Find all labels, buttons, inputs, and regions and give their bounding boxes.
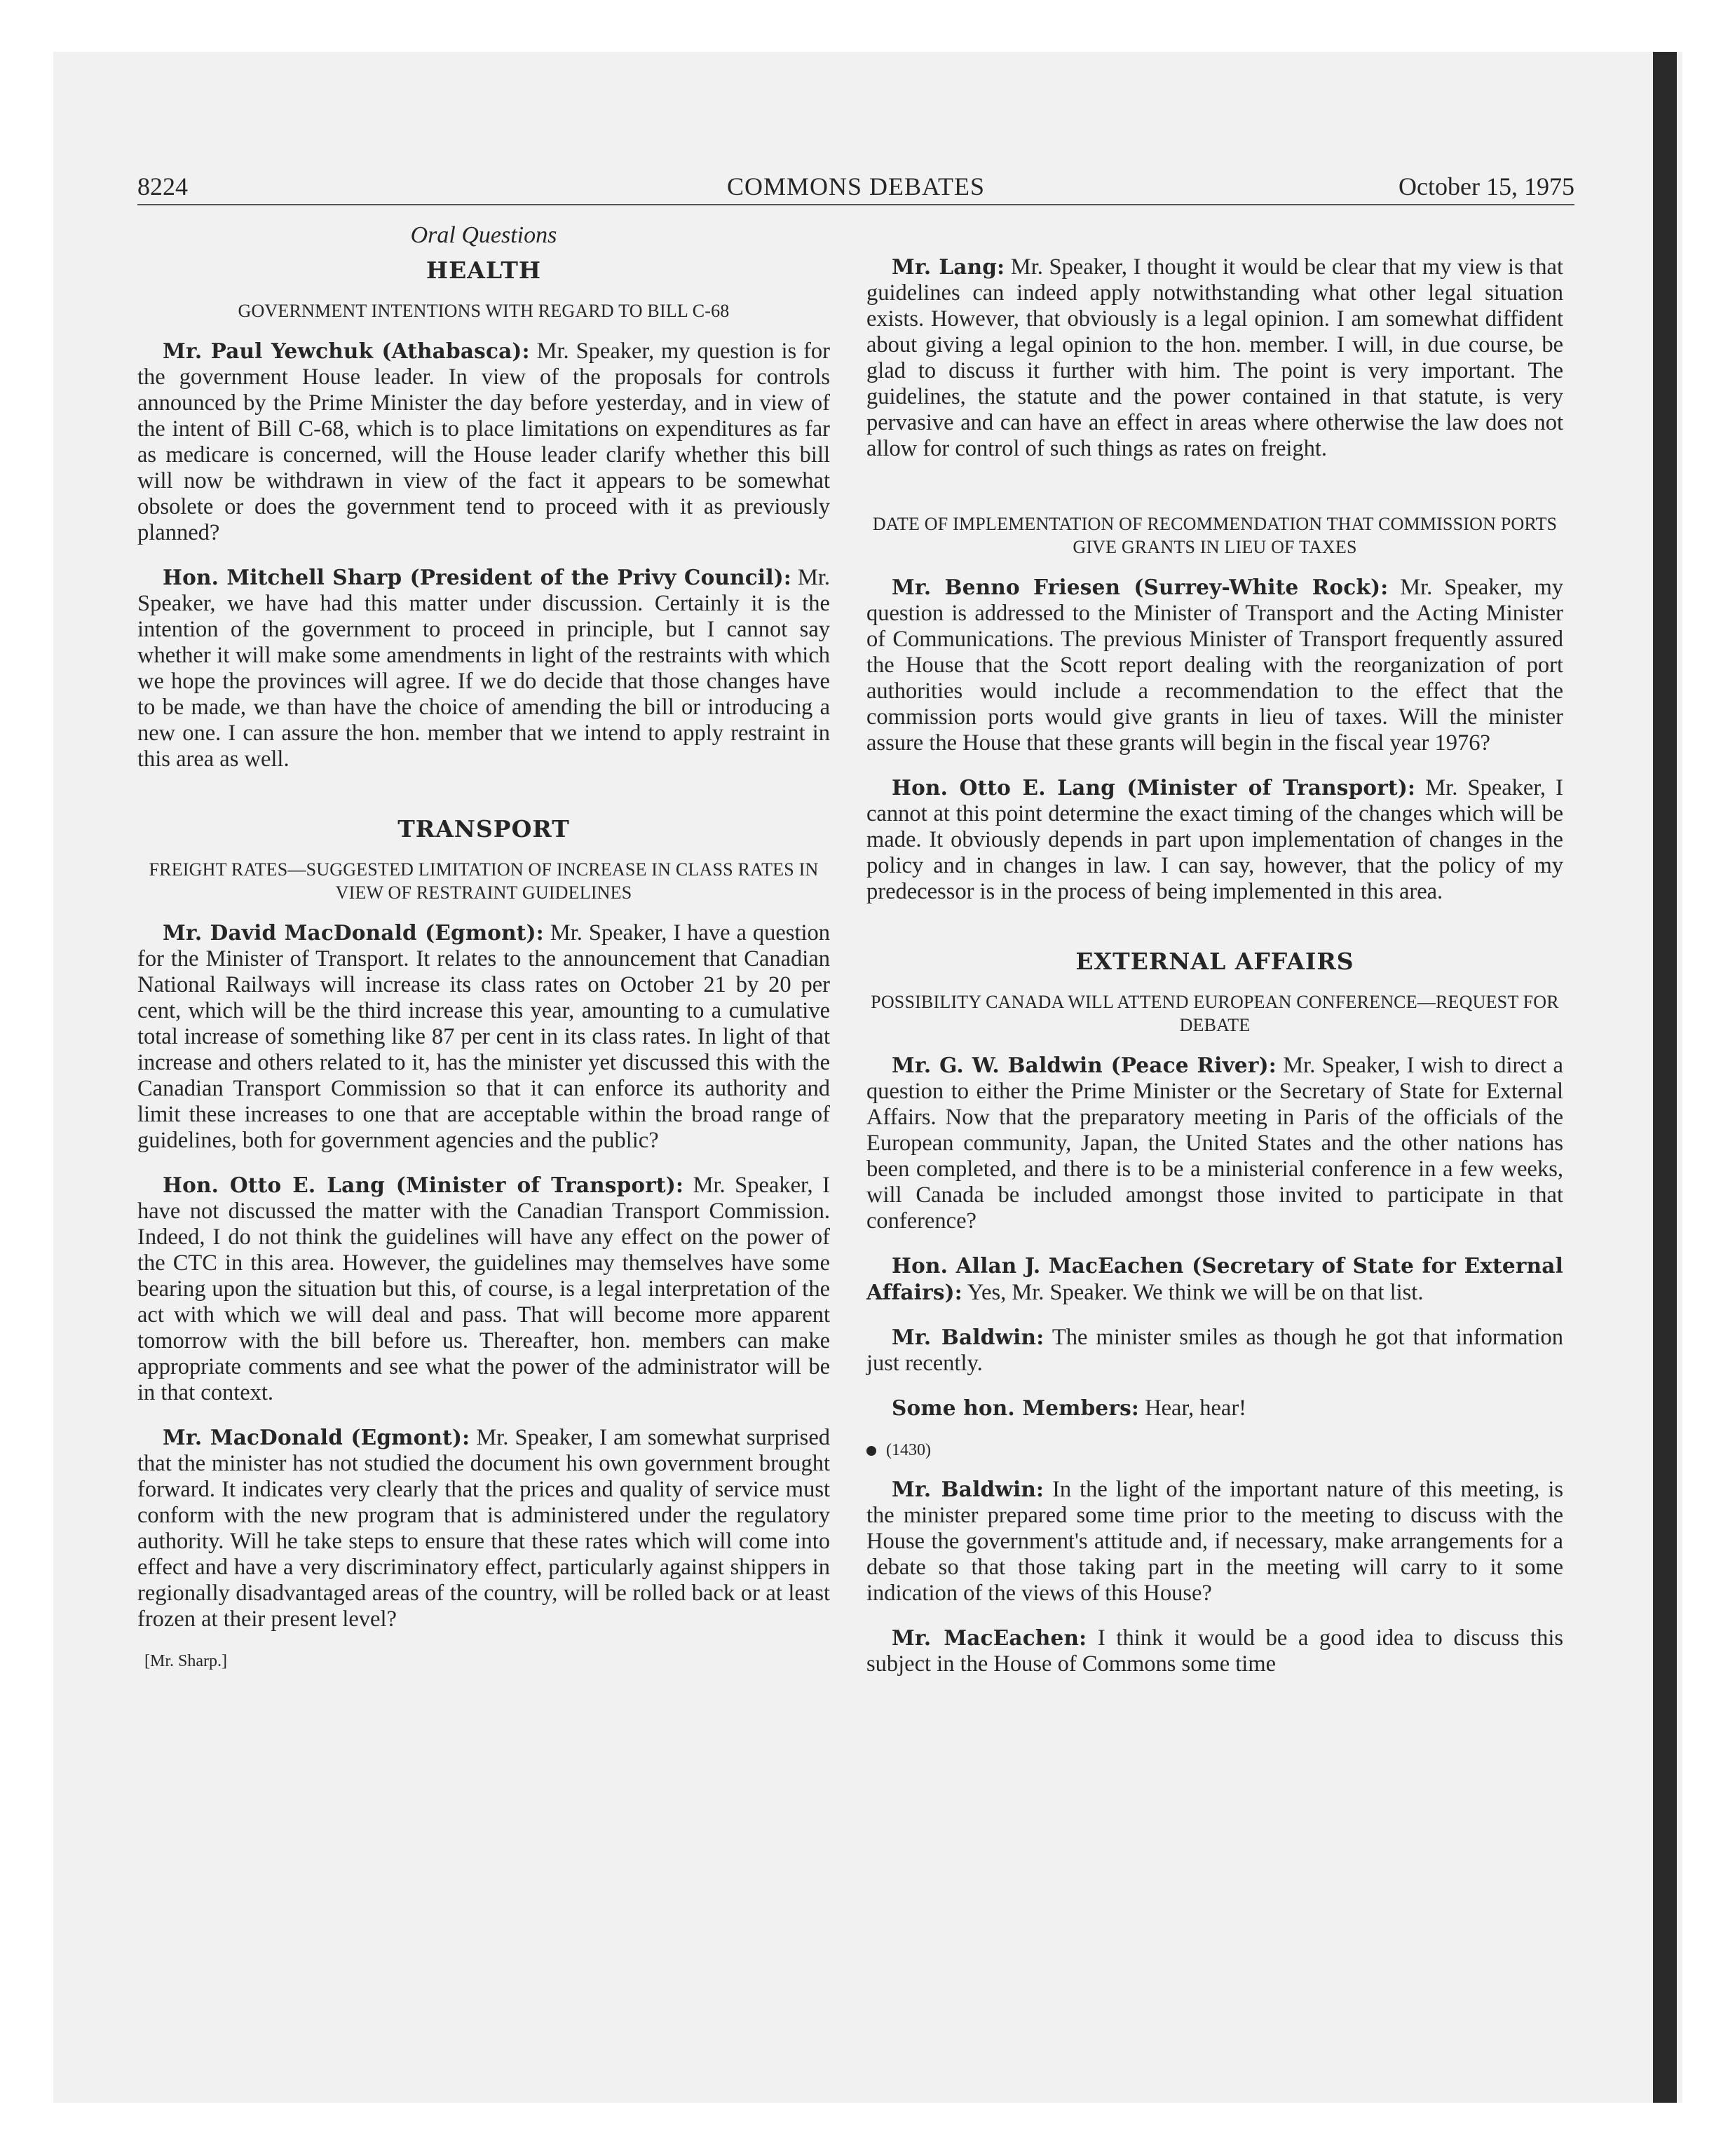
speech-paragraph xyxy=(137,1172,830,1406)
debate-date: October 15, 1975 xyxy=(1399,172,1574,200)
time-marker-text: (1430) xyxy=(886,1441,931,1459)
speech-paragraph xyxy=(866,1253,1563,1306)
publication-title: COMMONS DEBATES xyxy=(726,172,986,200)
speaker-name: Some hon. Members: xyxy=(892,1396,1140,1420)
speech-text: Hear, hear! xyxy=(1145,1396,1246,1421)
subheading-european-conference: POSSIBILITY CANADA WILL ATTEND EUROPEAN CONFERENCE—REQUEST FOR DEBATE xyxy=(871,992,1559,1035)
speaker-name: Mr. Baldwin: xyxy=(892,1477,1045,1501)
speech-text: Mr. Speaker, my question is addressed to the Minister of Transport and the Acting Minister of Communications. The previous Minister of Transport frequently assured the House that the Scott report dealing with the reorganization of port authorities would include a recommendation to the effect that the commission ports would give grants in lieu of taxes. Will the minister assure the House that these grants will begin in the fiscal year 1976? xyxy=(866,575,1563,756)
speech-text: Mr. Speaker, I cannot at this point determine the exact timing of the changes which will be made. It obviously depends in part upon implementation of changes in the policy and in changes in law. I can say, however, that the policy of my predecessor is in the process of being implemented in this area. xyxy=(866,775,1563,904)
section-label: Oral Questions xyxy=(410,222,557,248)
subheading-commission-ports: DATE OF IMPLEMENTATION OF RECOMMENDATION THAT COMMISSION PORTS GIVE GRANTS IN LIEU OF TAXES xyxy=(872,514,1558,557)
speech-paragraph xyxy=(866,1625,1563,1677)
speaker-name: Mr. David MacDonald (Egmont): xyxy=(163,920,544,945)
speaker-name: Hon. Otto E. Lang (Minister of Transport): xyxy=(163,1173,684,1197)
speech-paragraph xyxy=(137,338,830,546)
speaker-name: Hon. Otto E. Lang (Minister of Transport): xyxy=(892,775,1416,800)
speaker-name: Mr. Paul Yewchuk (Athabasca): xyxy=(163,339,530,363)
speech-text: Mr. Speaker, I have not discussed the matter with the Canadian Transport Commission. Indeed, I do not think the guidelines will have any effect on the power of the CTC in this area. However, the guidelines may themselves have some bearing upon the situation but this, of course, is a legal interpretation of the act with which we will deal and pass. That will become more apparent tomorrow with the bill before us. Thereafter, hon. members can make appropriate comments and see what the power of the administrator will be in that context. xyxy=(137,1173,831,1405)
time-marker xyxy=(866,1440,1563,1461)
heading-external-affairs: EXTERNAL AFFAIRS xyxy=(1075,948,1354,975)
speech-text: Yes, Mr. Speaker. We think we will be on that list. xyxy=(967,1280,1424,1305)
speaker-name: Mr. Lang: xyxy=(892,254,1005,279)
speech-text: Mr. Speaker, I have a question for the Minister of Transport. It relates to the announcement that Canadian National Railways will increase its class rates on October 21 by 20 per cent, which will be the third increase this year, amounting to a cumulative total increase of something like 87 per cent in its class rates. In light of that increase and others related to it, has the minister yet discussed this with the Canadian Transport Commission so that it can enforce its authority and limit these increases to one that are acceptable within the broad range of guidelines, both for government agencies and the public? xyxy=(137,920,831,1153)
speaker-name: Mr. G. W. Baldwin (Peace River): xyxy=(892,1053,1277,1077)
speech-text: The minister smiles as though he got that information just recently. xyxy=(866,1325,1563,1376)
speaker-name: Mr. MacDonald (Egmont): xyxy=(163,1425,470,1449)
header-rule xyxy=(137,204,1574,205)
right-column xyxy=(866,254,1563,1696)
speech-paragraph xyxy=(866,254,1563,462)
scan-edge-shadow xyxy=(1653,52,1677,2103)
speech-paragraph xyxy=(137,1424,830,1632)
speech-paragraph xyxy=(866,775,1563,905)
speech-text: Mr. Speaker, my question is for the government House leader. In view of the proposals for controls announced by the Prime Minister the day before yesterday, and in view of the intent of Bill C-68, which is to place limitations on expenditures as far as medicare is concerned, will the House leader clarify whether this bill will now be withdrawn in view of the fact it appears to be somewhat obsolete or does the government tend to proceed with it as previously planned? xyxy=(137,339,830,545)
speech-text: Mr. Speaker, I thought it would be clear that my view is that guidelines can indeed apply notwithstanding what other legal situation exists. However, that obviously is a legal opinion. I am somewhat diffident about giving a legal opinion to the hon. member. I will, in due course, be glad to discuss it further with him. The point is very important. The guidelines, the statute and the power contained in that statute, is very pervasive and can have an effect in areas where otherwise the law does not allow for control of such things as rates on freight. xyxy=(866,254,1563,461)
speech-text: In the light of the important nature of this meeting, is the minister prepared some time prior to the meeting to discuss with the House the government's attitude and, if necessary, make arrangements for a debate so that those taking part in the meeting will carry to it some indication of the views of this House? xyxy=(866,1477,1563,1606)
speech-paragraph xyxy=(866,1052,1563,1234)
subheading-bill-c68: GOVERNMENT INTENTIONS WITH REGARD TO BILL C-68 xyxy=(238,301,730,321)
speaker-name: Mr. MacEachen: xyxy=(892,1625,1087,1650)
speech-text: Mr. Speaker, we have had this matter under discussion. Certainly it is the intention of the government to proceed in principle, but I cannot say whether it will make some amendments in light of the restraints with which we hope the provinces will agree. If we do decide that those changes have to be made, we than have the choice of amending the bill or introducing a new one. I can assure the hon. member that we intend to apply restraint in this area as well. xyxy=(137,565,830,772)
heading-health: HEALTH xyxy=(426,257,542,284)
speech-paragraph xyxy=(866,1476,1563,1606)
speech-paragraph xyxy=(866,1324,1563,1377)
speech-text: Mr. Speaker, I wish to direct a question to either the Prime Minister or the Secretary of State for External Affairs. Now that the preparatory meeting in Paris of the officials of the European community, Japan, the United States and the other nations has been completed, and there is to be a ministerial conference in a few weeks, will Canada be included amongst those invited to participate in that conference? xyxy=(866,1053,1563,1234)
running-head xyxy=(137,165,1574,207)
left-column xyxy=(137,221,830,1672)
speaker-name: Mr. Benno Friesen (Surrey-White Rock): xyxy=(892,575,1389,599)
page-number: 8224 xyxy=(137,172,188,200)
speech-paragraph xyxy=(866,1395,1563,1421)
speaker-name: Hon. Allan J. MacEachen (Secretary of State for External Affairs): xyxy=(866,1253,1563,1304)
speaker-attribution: [Mr. Sharp.] xyxy=(144,1652,227,1670)
speech-paragraph xyxy=(137,920,830,1154)
speech-paragraph xyxy=(137,564,830,772)
speech-text: I think it would be a good idea to discuss this subject in the House of Commons some time xyxy=(866,1625,1563,1677)
speech-paragraph xyxy=(866,574,1563,756)
subheading-freight-rates: FREIGHT RATES—SUGGESTED LIMITATION OF INCREASE IN CLASS RATES IN VIEW OF RESTRAINT GUIDELINES xyxy=(149,859,819,903)
speaker-name: Hon. Mitchell Sharp (President of the Privy Council): xyxy=(163,565,791,589)
speech-text: Mr. Speaker, I am somewhat surprised that the minister has not studied the document his own government brought forward. It indicates very clearly that the prices and quality of service must conform with the new program that is administered under the regulatory authority. Will he take steps to ensure that these rates which will come into effect and have a very discriminatory effect, particularly against shippers in regionally disadvantaged areas of the country, will be rolled back or at least frozen at their present level? xyxy=(137,1425,831,1632)
heading-transport: TRANSPORT xyxy=(397,815,570,842)
bullet-icon xyxy=(866,1446,876,1456)
speaker-name: Mr. Baldwin: xyxy=(892,1325,1045,1349)
